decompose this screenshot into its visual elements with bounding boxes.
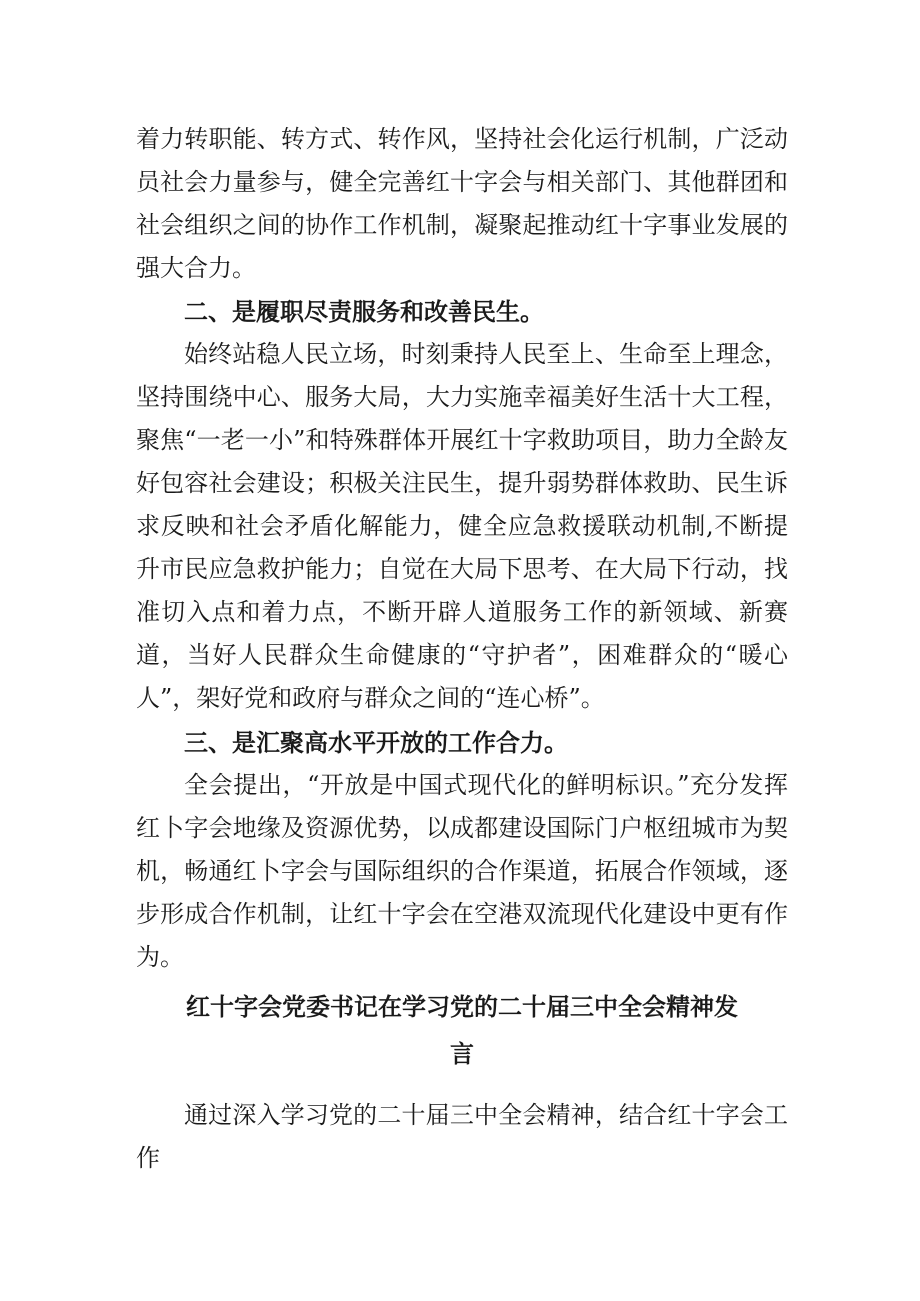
body-paragraph: 着力转职能、转方式、转作风，坚持社会化运行机制，广泛动员社会力量参与，健全完善红十字会与相关部门、其他群团和社会组织之间的协作工作机制，凝聚起推动红十字事业发展的强大合力。: [136, 125, 788, 282]
body-paragraph: 全会提出，“开放是中国式现代化的鲜明标识。”充分发挥红卜字会地缘及资源优势，以成都建设国际门户枢纽城市为契机，畅通红卜字会与国际组织的合作渠道，拓展合作领域，逐步形成合作机制，让红十字会在空港双流现代化建设中更有作为。: [136, 771, 788, 971]
title-line: 言: [450, 1039, 474, 1068]
document-title: [136, 983, 788, 1077]
body-paragraph: 始终站稳人民立场，时刻秉持人民至上、生命至上理念，坚持围绕中心、服务大局，大力实施幸福美好生活十大工程，聚焦“一老一小”和特殊群体开展红十字救助项目，助力全龄友好包容社会建设；积极关注民生，提升弱势群体救助、民生诉求反映和社会矛盾化解能力，健全应急救援联动机制,不断提升市民应急救护能力；自觉在大局下思考、在大局下行动，找准切入点和着力点，不断开辟人道服务工作的新领域、新赛道，当好人民群众生命健康的“守护者”，困难群众的“暖心人”，架好党和政府与群众之间的“连心桥”。: [136, 340, 788, 712]
section-heading: 三、是汇聚高水平开放的工作合力。: [184, 728, 568, 757]
title-line: 红十字会党委书记在学习党的二十届三中全会精神发: [186, 992, 738, 1021]
section-heading: 二、是履职尽责服务和改善民生。: [184, 297, 544, 326]
body-paragraph: 通过深入学习党的二十届三中全会精神，结合红十字会工作: [136, 1101, 788, 1172]
